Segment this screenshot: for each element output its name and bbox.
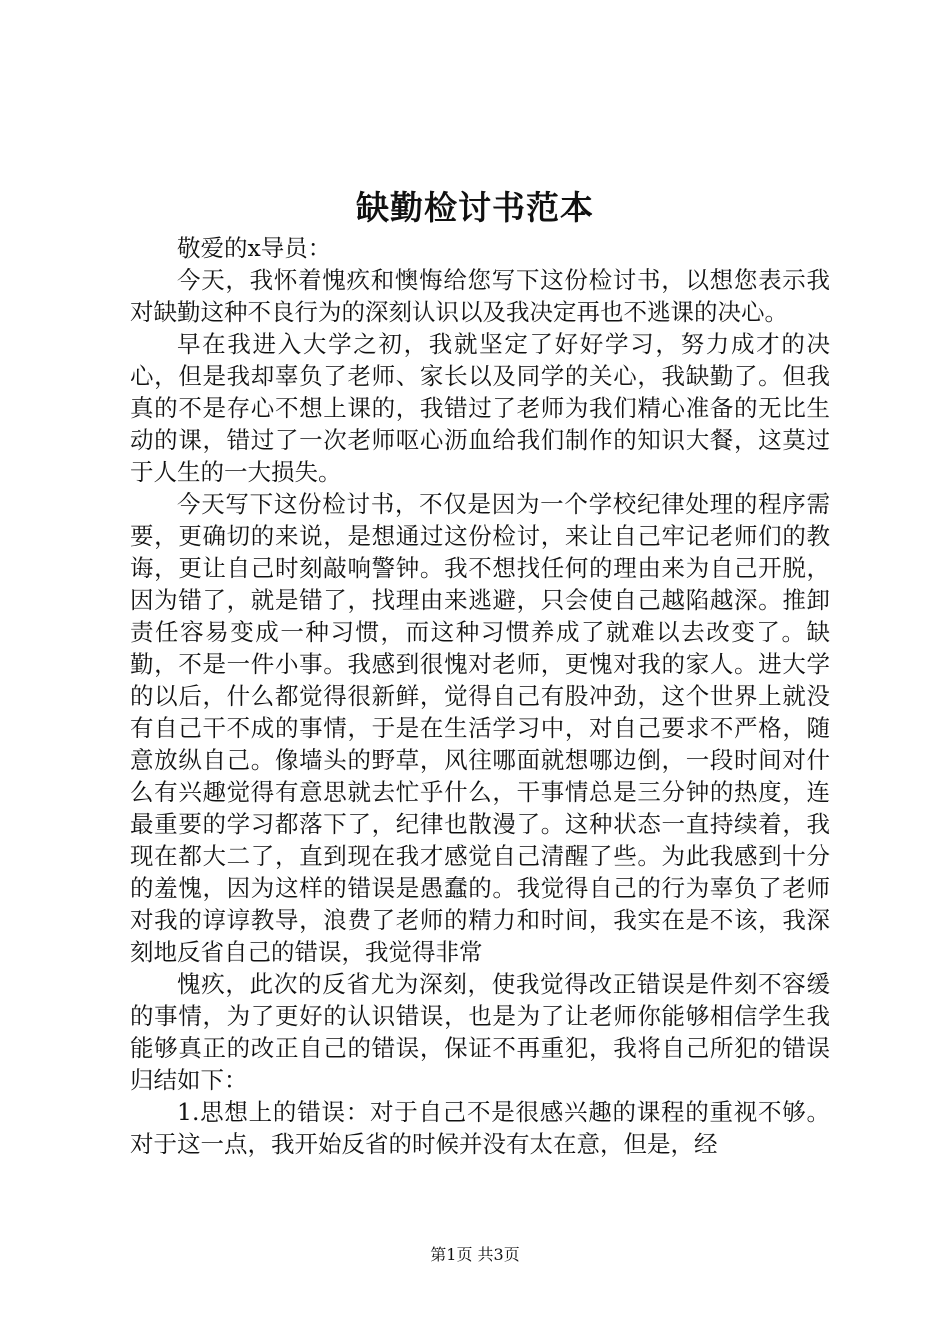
page-footer: 第1页 共3页	[430, 1245, 520, 1264]
paragraph-3: 今天写下这份检讨书，不仅是因为一个学校纪律处理的程序需要，更确切的来说，是想通过这份检讨，来让自己牢记老师们的教诲，更让自己时刻敲响警钟。我不想找任何的理由来为自己开脱，因为错了，就是错了，找理由来逃避，只会使自己越陷越深。推卸责任容易变成一种习惯，而这种习惯养成了就难以去改变了。缺勤，不是一件小事。我感到很愧对老师，更愧对我的家人。进大学的以后，什么都觉得很新鲜，觉得自己有股冲劲，这个世界上就没有自己干不成的事情，于是在生活学习中，对自己要求不严格，随意放纵自己。像墙头的野草，风往哪面就想哪边倒，一段时间对什么有兴趣觉得有意思就去忙乎什么，干事情总是三分钟的热度，连最重要的学习都落下了，纪律也散漫了。这种状态一直持续着，我现在都大二了，直到现在我才感觉自己清醒了些。为此我感到十分的羞愧，因为这样的错误是愚蠢的。我觉得自己的行为辜负了老师对我的谆谆教导，浪费了老师的精力和时间，我实在是不该，我深刻地反省自己的错误，我觉得非常	[130, 490, 830, 966]
document-body	[130, 232, 830, 1160]
paragraph-4: 愧疚，此次的反省尤为深刻，使我觉得改正错误是件刻不容缓的事情，为了更好的认识错误，也是为了让老师你能够相信学生我能够真正的改正自己的错误，保证不再重犯，我将自己所犯的错误归结如下：	[130, 970, 830, 1094]
paragraph-5: 1.思想上的错误：对于自己不是很感兴趣的课程的重视不够。对于这一点，我开始反省的时候并没有太在意，但是，经	[130, 1098, 830, 1158]
greeting: 敬爱的x导员：	[177, 234, 332, 262]
document-title: 缺勤检讨书范本	[356, 188, 594, 227]
paragraph-1: 今天，我怀着愧疚和懊悔给您写下这份检讨书，以想您表示我对缺勤这种不良行为的深刻认识以及我决定再也不逃课的决心。	[130, 266, 830, 326]
paragraph-2: 早在我进入大学之初，我就坚定了好好学习，努力成才的决心，但是我却辜负了老师、家长以及同学的关心，我缺勤了。但我真的不是存心不想上课的，我错过了老师为我们精心准备的无比生动的课，错过了一次老师呕心沥血给我们制作的知识大餐，这莫过于人生的一大损失。	[130, 330, 830, 486]
